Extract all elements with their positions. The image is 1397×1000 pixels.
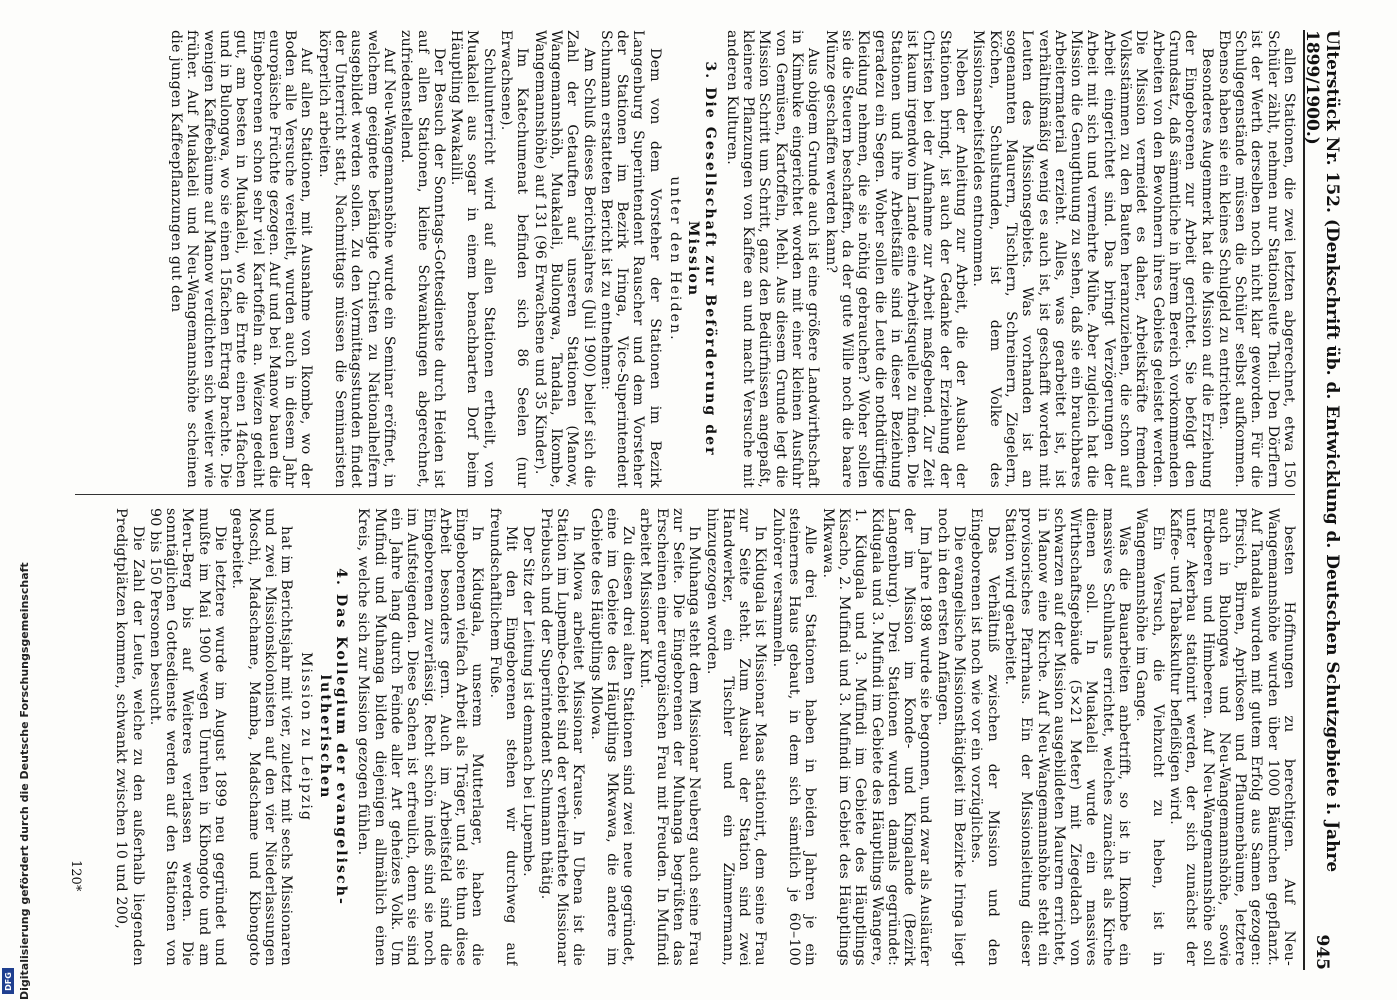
text-column-right (67, 508, 1297, 966)
paragraph: Schulunterricht wird auf allen Stationen ertheilt, von Muakaleli aus sogar in einem benachbarten Dorf beim Häuptling Mwakalili. (448, 30, 497, 488)
section-subheading: unter den Heiden. (667, 176, 684, 342)
paragraph: Der Besuch der Sonntags-Gottesdienste durch Heiden ist auf allen Stationen, kleine Schwankungen abgerechnet, zufriedenstellend. (398, 30, 447, 488)
section-heading: 4. Das Kollegium der evangelisch-lutherischen (316, 568, 350, 906)
text-column-left (67, 30, 1297, 488)
running-title: Ulterstück Nr. 152. (Denkschrift üb. d. Entwicklung d. Deutschen Schutzgebiete i. Jahre 1899/1900.) (1302, 30, 1342, 873)
paragraph: hat im Berichtsjahr mit vier, zuletzt mit sechs Missionaren und zwei Missionskolonisten auf den vier Niederlassungen Moschi, Madschame, Mamba, Madschame und Kibongoto gearbeitet. (229, 508, 295, 966)
paragraph: allen Stationen, die zwei letzten abgerechnet, etwa 150 Schüler zählt, nehmen nur Stationsleute Theil. Den Dörflern ist der Werth derselben noch nicht klar geworden. Für die Schulgegenstände müssen die Schüler selbst aufkommen. Ebenso haben sie ein kleines Schulgeld zu entrichten. (1215, 30, 1297, 488)
paragraph: Im Jahre 1898 wurde sie begonnen, und zwar als Ausläufer der im Mission im Konde- und Kingalande (Bezirk Langenburg). Drei Stationen wurden damals gegründet: Kidugala und 3. Mufindi im Gebiete des Häuptlings Wangere, 1. Kidugala und 3. Mufindi im Gebiete des Häuptlings Kisacho, 2. Mufindi und 3. Mufindi im Gebiet des Häuptlings Mkwawa. (819, 508, 934, 966)
paragraph: In Mlowa arbeitet Missionar Krause. In Ubena ist die Station im Lupembe-Gebiet sind der verheirathete Missionar Priebusch und der Superintendent Schumann thätig. (537, 508, 587, 966)
paragraph: Das Verhältniß zwischen der Mission und den Eingeborenen ist noch wie vor ein vorzügliches. (968, 508, 1001, 966)
paragraph: In Kidugala ist Missionar Maas stationirt, dem seine Frau zur Seite steht. Zum Ausbau der Station sind zwei Handwerker, ein Tischler und ein Zimmermann, hinzugezogen worden. (703, 508, 769, 966)
dfg-logo-text: DFG (3, 971, 13, 991)
paragraph: Zu diesen drei alten Stationen sind zwei neue gegründet, eine im Gebiete des Häuptlings Mkwawa, die andere im Gebiete des Häuptlings Mlowa. (587, 508, 637, 966)
paragraph: Auf allen Stationen, mit Ausnahme von Ikombe, wo der Boden alle Versuche vereitelt, wurden auch in diesem Jahr europäische Früchte gezogen. Auf und bei Manow bauen die Eingeborenen schon sehr viel Kartoffeln an. Weizen gedeiht gut, am besten in Muakaleli, wo die Ernte einen 14fachen und in Bulongwa, wo sie einen 15fachen Ertrag brachte. Die wenigen Kaffeebäume auf Manow verdichten sich weiter wie früher. Auf Muakaleli und Neu-Wangemannshöhe scheinen die jungen Kaffeepflanzungen gut den (168, 30, 315, 488)
rotated-page-content (60, 0, 1345, 1000)
paragraph: Was die Bauarbeiten anbetrifft, so ist in Ikombe ein massives Schulhaus errichtet, welches zunächst als Kirche dienen soll. In Muakaleli wurde ein massives Wirthschaftsgebäude (5×21 Meter) mit Ziegeldach von schwarzen auf der Mission ausgebildeten Maurern errichtet, in Manow eine Kirche. Auf Neu-Wangemannshöhe steht ein provisorisches Pfarrhaus. Ein der Missionsleitung dieser Station wird gearbeitet. (1001, 508, 1133, 966)
paragraph: Im Katechumenat befinden sich 86 Seelen (nur Erwachsene). (498, 30, 531, 488)
paragraph: Die letztere wurde im August 1899 neu gegründet und mußte im Mai 1900 wegen Unruhen in Kibongoto und am Meru-Berg bis auf Weiteres verlassen werden. Die sonntäglichen Gottesdienste werden auf den Stationen von 90 bis 150 Personen besucht. (146, 508, 228, 966)
paragraph: besten Hoffnungen zu berechtigen. Auf Neu-Wangemannshöhe wurden über 1000 Bäumchen gepflanzt. Auf Tandala wurden mit gutem Erfolg aus Samen gezogen: Pfirsich, Birnen, Aprikosen und Pflaumenbäume, letztere auch in Bulongwa und Neu-Wangemannshöhe, sowie Erdbeeren und Himbeeren. Auf Neu-Wangemannshöhe soll unter Akerbau stationirt werden, der sich zunächst der Kaffee- und Tabakskultur befleißigen wird. (1166, 508, 1297, 966)
paragraph: Neben der Anleitung zur Arbeit, die der Ausbau der Stationen bringt, ist auch der Gedanke der Erziehung der Christen bei der Aufnahme zur Arbeit maßgebend. Zur Zeit ist kaum irgendwo im Lande eine Arbeitsquelle zu finden. Die Stationen und ihre Arbeitsfälle sind in dieser Beziehung geradezu ein Segen. Woher sollen die Leute die nothdürftige Kleidung nehmen, die sie nöthig gebrauchen? Woher sollen sie die Steuern beschaffen, da der gute Wille noch die baare Münze geschaffen werden kann? (822, 30, 970, 488)
paragraph: Aus obigem Grunde auch ist eine größere Landwirthschaft in Kimbuke eingerichtet worden mit einer kleinen Ausfuhr von Gemüsen, Kartoffeln, Mehl. Aus diesem Grunde legt die Mission Schritt um Schritt, ganz den Bedürfnissen angepaßt, kleinere Pflanzungen von Kaffee an und macht Versuche mit anderen Kulturen. (723, 30, 822, 488)
paragraph: Die Zahl der Leute, welche zu den außerhalb liegenden Predigtplätzen kommen, schwankt zwischen 10 und 200, (113, 508, 146, 966)
paragraph: Dem von dem Vorsteher der Stationen im Bezirk Langenburg Superintendent Rauscher und dem Vorsteher der Stationen im Bezirk Iringa, Vice-Superintendent Schumann erstatteten Bericht ist zu entnehmen: (597, 30, 663, 488)
paragraph: Auf Neu-Wangemannshöhe wurde ein Seminar eröffnet, in welchem geeignete befähigte Christen zu Nationalhelfern ausgebildet werden sollen. Zu den Vormittagsstunden findet der Unterricht statt, Nachmittags müssen die Seminaristen körperlich arbeiten. (315, 30, 397, 488)
column-divider (75, 494, 1295, 495)
paragraph: Am Schluß dieses Berichtsjahres (Juli 1900) belief sich die Zahl der Getauften auf unseren Stationen (Manow, Wangemannshöh, Muakaleli, Bulongwa, Tandala, Ikombe, Wangemannshöhe) auf 131 (96 Erwachsene und 35 Kinder). (531, 30, 597, 488)
paragraph: Die evangelische Missionsthätigkeit im Bezirke Iringa liegt noch in den ersten Anfängen. (934, 508, 968, 966)
page-header (1302, 30, 1342, 970)
section-subheading: Mission zu Leipzig (298, 651, 315, 822)
digitization-credit: Digitalisierung gefördert durch die Deutsche Forschungsgemeinschaft (18, 562, 31, 1000)
paragraph: Der Sitz der Leitung ist demnach bei Lupembe. (520, 526, 537, 877)
paragraph: Alle drei Stationen haben in beiden Jahren je ein steinernes Haus gebaut, in dem sich sämtlich je 60–100 Zuhörer versammeln. (769, 508, 819, 966)
paragraph: Ein Versuch, die Viehzucht zu heben, ist in Wangemannshöhe im Gange. (1133, 508, 1166, 966)
page-number: 945 (1312, 934, 1332, 970)
paragraph: Besonderes Augenmerk hat die Mission auf die Erziehung der Eingeborenen zur Arbeit gerichtet. Sie befolgt den Grundsatz, daß sämmtliche in ihrem Bereich vorkommenden Arbeiten von den Bewohnern ihres Gebiets geleistet werden. Die Mission vermeidet es daher, Arbeitskräfte fremden Volksstämmen zu den Bauten heranzuziehen, die schon auf Arbeit eingerichtet sind. Das bringt Verzögerungen der Arbeit mit sich und vermehrte Mühe. Aber zugleich hat die Mission die Genugthuung zu sehen, daß sie ein brauchbares Arbeitermaterial erzieht. Alles, was gearbeitet ist, ist verhältnißmäßig wenig es auch ist, ist geschafft worden mit Leuten des Missionsgebiets. Was vorhanden ist an sogenannten Maurern, Tischlern, Schreinern, Ziegelern, Köchen, Schulstunden, ist dem Volke des Missionsarbeitsfeldes entnommen. (970, 30, 1215, 488)
dfg-logo (2, 968, 14, 994)
paragraph: Mit den Eingeborenen stehen wir durchweg auf freundschaftlichem Fuße. (486, 508, 520, 966)
paragraph: In Kidugala, unserem Mutterlager, haben die Eingeborenen vielfach Arbeit als Träger, und sie thun diese Arbeit besonders gern. Auch im Arbeitsfeld sind die Eingeborenen zuverlässig. Recht schön indeß sind sie noch im Aufsteigenden. Diese Sachen ist erfreulich, denn sie sind ein Jahre lang durch Feinde aller Art geheizes Volk. Um Mufindi und Muhanga bilden diejenigen allmählich einen Kreis, welche sich zur Mission gezogen fühlen. (355, 508, 486, 966)
paragraph: In Muhanga steht dem Missionar Neuberg auch seine Frau zur Seite. Die Eingeborenen der Muhanga begrüßten das Erscheinen einer europäischen Frau mit Freuden. In Mufindi arbeitet Missionar Kunt. (637, 508, 703, 966)
page-footer-mark: 120* (68, 860, 83, 892)
section-heading: 3. Die Gesellschaft zur Beförderung der Mission (685, 61, 718, 457)
